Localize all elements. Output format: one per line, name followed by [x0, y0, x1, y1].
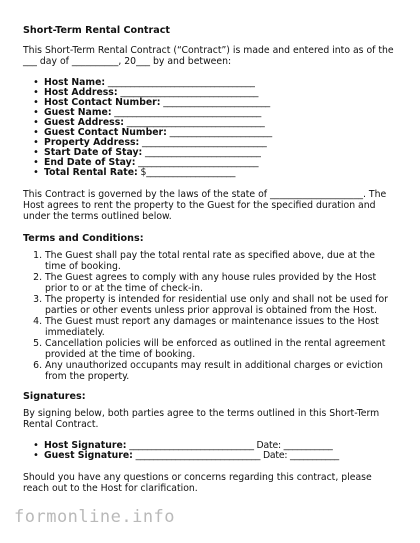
field-total-rate: [44, 168, 395, 178]
signature-blank: ____________________________ Date: ___________: [132, 450, 339, 461]
field-blank: _________________________________: [105, 77, 255, 88]
term-item: 1. The Guest shall pay the total rental rate as specified above, due at the time of booking.: [45, 250, 395, 272]
guest-signature-line: [44, 451, 395, 461]
watermark-text: formonline.info: [14, 507, 176, 527]
field-label: Guest Name:: [44, 107, 112, 118]
field-blank: ____________________________: [139, 137, 267, 148]
governing-law-paragraph: This Contract is governed by the laws of the state of ____________________. The Host agrees to rent the property to the Guest for the specified duration and under the terms outlined below.: [23, 189, 387, 222]
intro-paragraph: This Short-Term Rental Contract (“Contract”) is made and entered into as of the ___ day of __________, 20___ by and between:: [23, 45, 394, 67]
field-label: Property Address:: [44, 137, 140, 148]
signature-blank: ____________________________ Date: ___________: [126, 440, 333, 451]
signature-list: [23, 441, 395, 461]
field-label: Guest Address:: [44, 117, 124, 128]
term-item: 6. Any unauthorized occupants may result in additional charges or eviction from the property.: [45, 360, 395, 382]
signature-label: Host Signature:: [44, 440, 127, 451]
field-blank: $____________________: [137, 167, 236, 178]
field-blank: _______________________________: [123, 117, 265, 128]
terms-heading: Terms and Conditions:: [23, 233, 144, 244]
field-label: Total Rental Rate:: [44, 167, 138, 178]
signatures-intro: By signing below, both parties agree to the terms outlined in this Short-Term Rental Contract.: [23, 408, 380, 430]
term-item: 4. The Guest must report any damages or maintenance issues to the Host immediately.: [45, 316, 395, 338]
field-label: Guest Contact Number:: [44, 127, 167, 138]
field-blank: _______________________________: [117, 87, 259, 98]
field-blank: ___________________________: [135, 157, 259, 168]
signature-label: Guest Signature:: [44, 450, 133, 461]
field-blank: _______________________: [166, 127, 272, 138]
field-label: Host Address:: [44, 87, 118, 98]
closing-paragraph: Should you have any questions or concerns regarding this contract, please reach out to the Host for clarification.: [23, 472, 372, 494]
signatures-heading: Signatures:: [23, 391, 86, 402]
field-label: Start Date of Stay:: [44, 147, 143, 158]
party-fields-list: [23, 78, 395, 178]
term-item: 3. The property is intended for residential use only and shall not be used for parties or other events unless prior approval is obtained from the Host.: [45, 294, 395, 316]
field-label: Host Name:: [44, 77, 106, 88]
field-blank: ________________________: [160, 97, 271, 108]
field-label: End Date of Stay:: [44, 157, 136, 168]
field-blank: _________________________________: [111, 107, 262, 118]
contract-body: [23, 25, 395, 505]
term-item: 5. Cancellation policies will be enforced as outlined in the rental agreement provided at the time of booking.: [45, 338, 395, 360]
field-label: Host Contact Number:: [44, 97, 161, 108]
field-blank: __________________________: [142, 147, 261, 158]
term-item: 2. The Guest agrees to comply with any house rules provided by the Host prior to or at the time of check-in.: [45, 272, 395, 294]
terms-list: [23, 250, 395, 382]
document-title: Short-Term Rental Contract: [23, 25, 171, 36]
